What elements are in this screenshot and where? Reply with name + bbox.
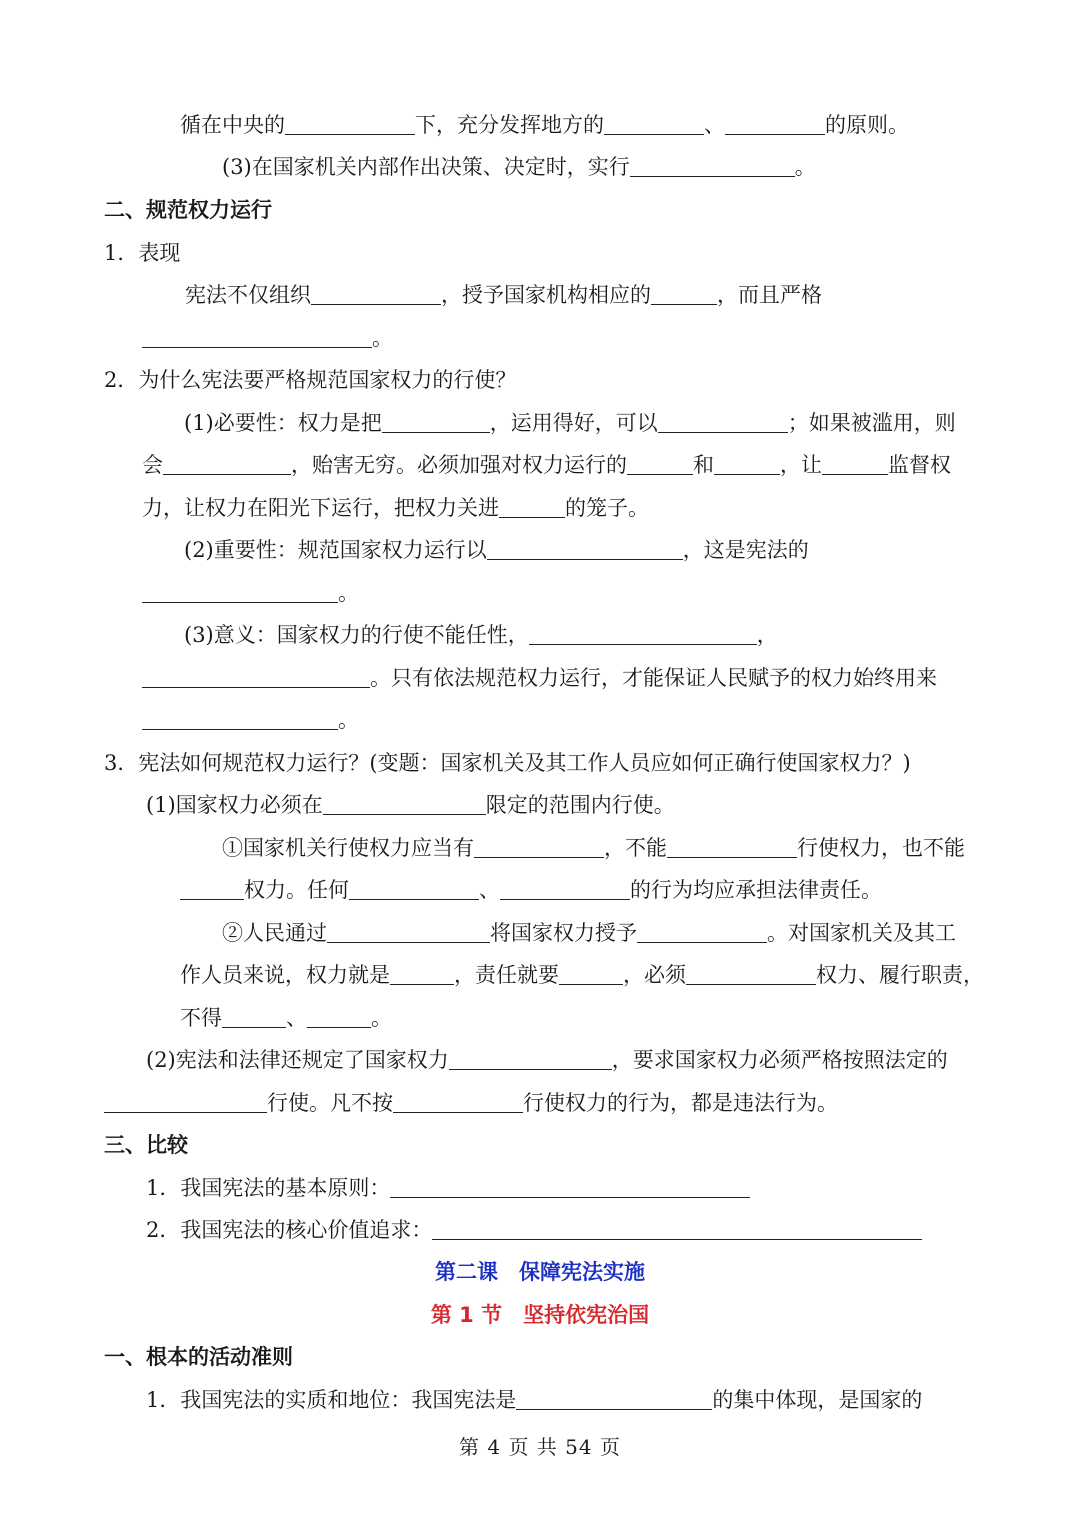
- text-line: 行使。凡不按 行使权力的行为，都是违法行为。: [104, 1088, 838, 1118]
- section-title: 第 1 节 坚持依宪治国: [430, 1303, 650, 1327]
- blank: [474, 835, 604, 858]
- blank: [349, 877, 479, 900]
- blank: [142, 580, 338, 603]
- text-line: (2)宪法和法律还规定了国家权力 ，要求国家权力必须严格按照法定的: [146, 1048, 948, 1072]
- blank: [323, 792, 486, 815]
- blank: [390, 962, 454, 985]
- blank: [637, 920, 767, 943]
- text-line: (1)必要性：权力是把 ，运用得好，可以 ；如果被滥用，则: [184, 411, 956, 435]
- subheading: 2．为什么宪法要严格规范国家权力的行使？: [104, 368, 517, 392]
- text-line: 会 ，贻害无穷。必须加强对权力运行的 和 ，让 监督权: [142, 453, 951, 477]
- blank: [725, 112, 825, 135]
- blank: [311, 282, 441, 305]
- blank: [142, 665, 370, 688]
- section-heading: 二、规范权力运行: [104, 198, 272, 222]
- blank: [822, 452, 888, 475]
- text-line: 。只有依法规范权力运行，才能保证人民赋予的权力始终用来: [142, 663, 937, 693]
- blank: [667, 835, 797, 858]
- text-line: 2．我国宪法的核心价值追求：: [146, 1215, 922, 1245]
- blank: [432, 1217, 922, 1240]
- blank: [487, 537, 683, 560]
- blank: [500, 877, 630, 900]
- section-heading: 一、根本的活动准则: [104, 1345, 293, 1369]
- blank: [686, 962, 816, 985]
- blank: [630, 154, 795, 177]
- section-heading: 三、比较: [104, 1133, 188, 1157]
- text-line: 。: [142, 705, 359, 735]
- blank: [104, 1090, 267, 1113]
- blank: [327, 920, 490, 943]
- blank: [651, 282, 717, 305]
- page-number: 第 4 页 共 54 页: [459, 1435, 621, 1459]
- text-line: 1．我国宪法的基本原则：: [146, 1173, 750, 1203]
- blank: [222, 1005, 286, 1028]
- text-line: 宪法不仅组织 ，授予国家机构相应的 ，而且严格: [185, 283, 822, 307]
- blank: [449, 1047, 612, 1070]
- blank: [382, 410, 490, 433]
- text-line: (3)在国家机关内部作出决策、决定时，实行 。: [222, 155, 816, 179]
- text-line: 循在中央的 下，充分发挥地方的 、 的原则。: [180, 113, 909, 137]
- blank: [142, 707, 338, 730]
- text-line: ①国家机关行使权力应当有 ，不能 行使权力，也不能: [222, 836, 965, 860]
- text-line: ②人民通过 将国家权力授予 。对国家机关及其工: [222, 921, 956, 945]
- blank: [163, 452, 291, 475]
- text-line: 不得 、 。: [180, 1006, 392, 1030]
- text-line: (3)意义：国家权力的行使不能任性， ，: [184, 623, 778, 647]
- blank: [285, 112, 415, 135]
- blank: [390, 1175, 750, 1198]
- text-line: 。: [142, 578, 359, 608]
- text-line: 力，让权力在阳光下运行，把权力关进 的笼子。: [142, 496, 649, 520]
- text-line: 。: [142, 323, 393, 353]
- blank: [529, 622, 757, 645]
- subheading: 1．表现: [104, 241, 181, 265]
- text-line: (2)重要性：规范国家权力运行以 ，这是宪法的: [184, 538, 809, 562]
- blank: [658, 410, 788, 433]
- blank: [627, 452, 693, 475]
- blank: [499, 495, 565, 518]
- blank: [559, 962, 623, 985]
- text-line: 权力。任何 、 的行为均应承担法律责任。: [180, 875, 882, 905]
- text-line: 1．我国宪法的实质和地位：我国宪法是 的集中体现，是国家的: [146, 1388, 923, 1412]
- blank: [142, 325, 372, 348]
- blank: [516, 1387, 712, 1410]
- blank: [307, 1005, 371, 1028]
- lesson-title: 第二课 保障宪法实施: [435, 1260, 645, 1284]
- text-line: 作人员来说，权力就是 ，责任就要 ，必须 权力、履行职责，: [180, 963, 984, 987]
- text-line: (1)国家权力必须在 限定的范围内行使。: [146, 793, 675, 817]
- subheading: 3．宪法如何规范权力运行？(变题：国家机关及其工作人员应如何正确行使国家权力？): [104, 751, 911, 775]
- blank: [393, 1090, 523, 1113]
- blank: [180, 877, 244, 900]
- blank: [714, 452, 780, 475]
- blank: [604, 112, 704, 135]
